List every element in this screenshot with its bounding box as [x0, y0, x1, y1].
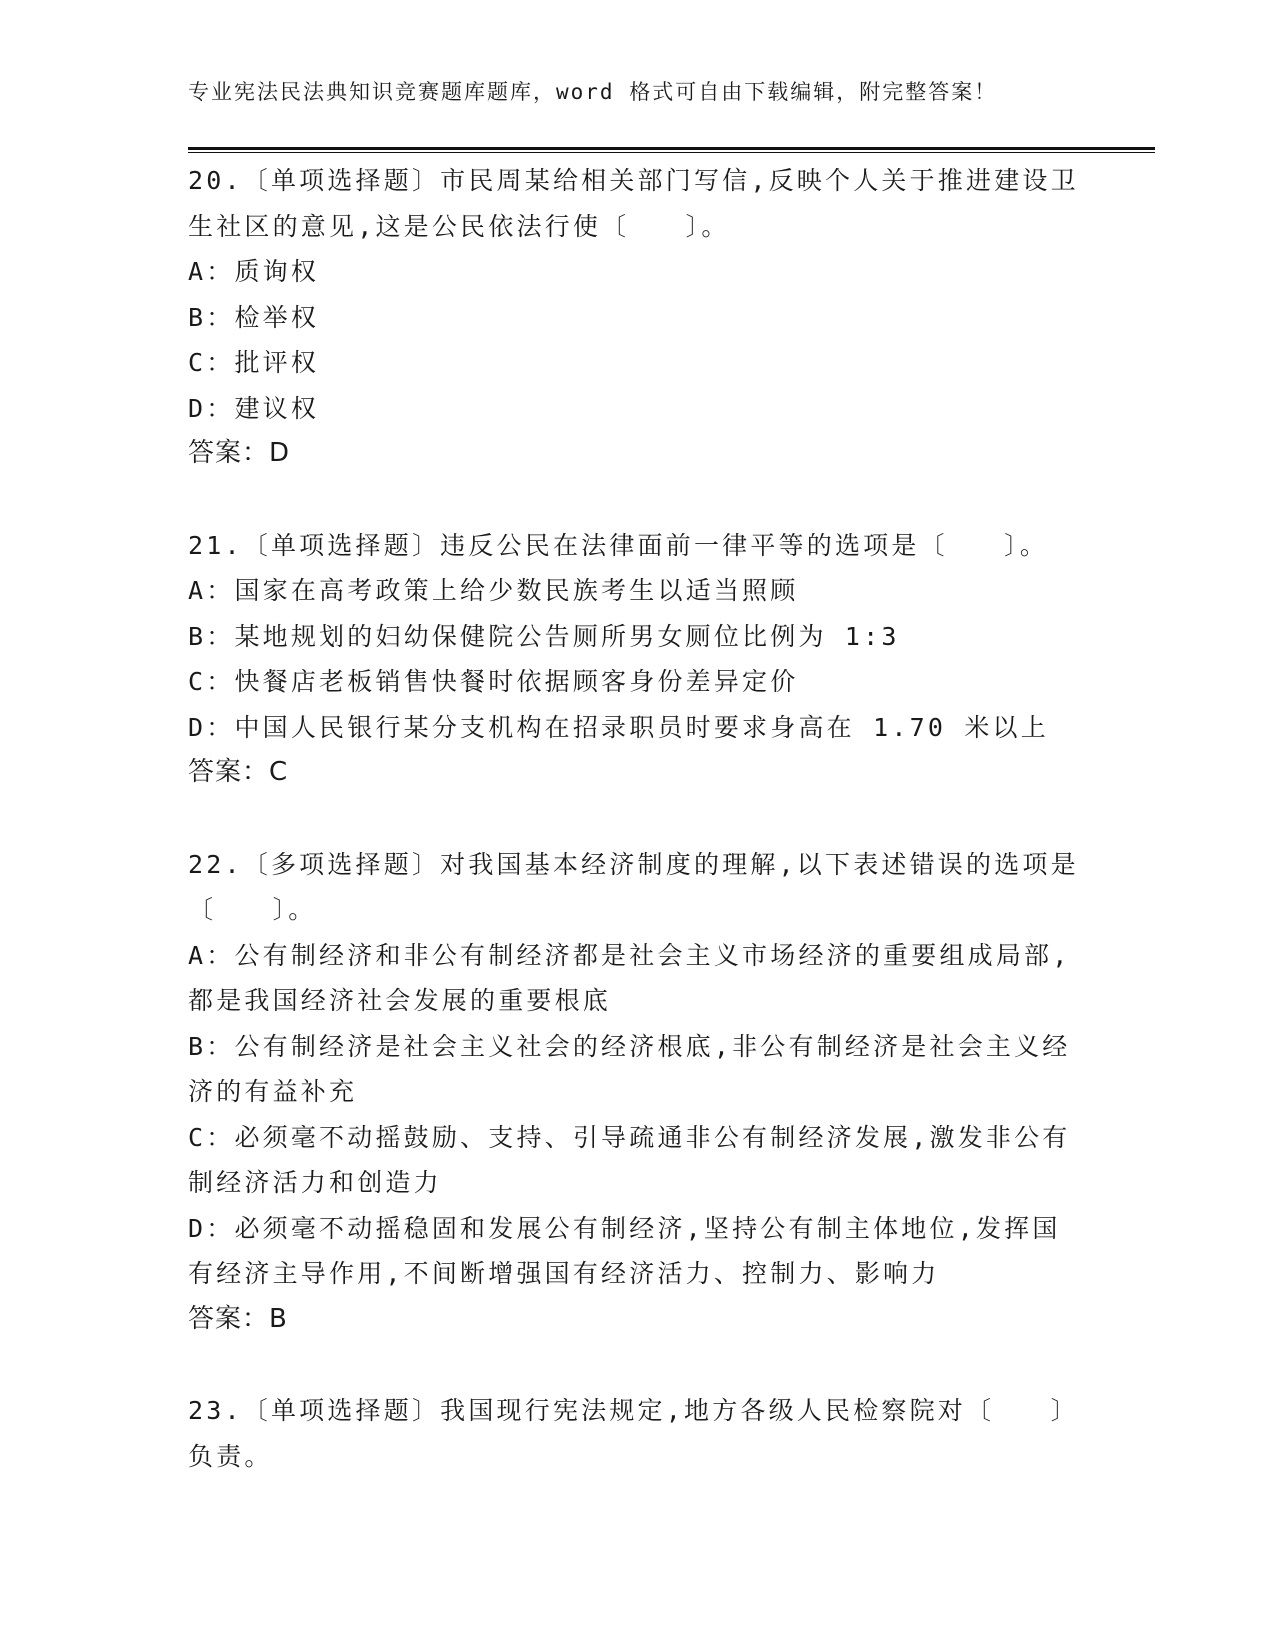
option-a: A：公有制经济和非公有制经济都是社会主义市场经济的重要组成局部,都是我国经济社会发展的重要根底: [188, 940, 1071, 1015]
page-header: 专业宪法民法典知识竞赛题库题库，word 格式可自由下载编辑，附完整答案！: [188, 80, 998, 104]
option-b: B：某地规划的妇幼保健院公告厕所男女厕位比例为 1:3: [188, 621, 900, 651]
question-22: [188, 842, 1088, 1343]
answer: 答案：D: [188, 438, 291, 468]
option-d: D：中国人民银行某分支机构在招录职员时要求身高在 1.70 米以上: [188, 712, 1049, 742]
answer: 答案：C: [188, 757, 289, 787]
question-list: [188, 158, 1088, 1479]
question-23: [188, 1388, 1088, 1479]
option-c: C：快餐店老板销售快餐时依据顾客身份差异定价: [188, 667, 799, 696]
answer: 答案：B: [188, 1303, 288, 1334]
option-d: D：建议权: [188, 393, 320, 423]
question-stem: 22.〔多项选择题〕对我国基本经济制度的理解,以下表述错误的选项是〔 〕。: [188, 849, 1079, 924]
option-d: D：必须毫不动摇稳固和发展公有制经济,坚持公有制主体地位,发挥国有经济主导作用,不间断增强国有经济活力、控制力、影响力: [188, 1213, 1061, 1288]
question-21: [188, 523, 1088, 796]
question-stem: 20.〔单项选择题〕市民周某给相关部门写信,反映个人关于推进建设卫生社区的意见,这是公民依法行使〔 〕。: [188, 166, 1079, 241]
option-a: A：国家在高考政策上给少数民族考生以适当照顾: [188, 576, 799, 605]
option-b: B：检举权: [188, 302, 320, 332]
option-b: B：公有制经济是社会主义社会的经济根底,非公有制经济是社会主义经济的有益补充: [188, 1031, 1071, 1106]
option-a: A：质询权: [188, 257, 320, 286]
question-stem: 21.〔单项选择题〕违反公民在法律面前一律平等的选项是〔 〕。: [188, 530, 1049, 560]
question-20: [188, 158, 1088, 477]
header-divider: [188, 147, 1155, 153]
question-stem: 23.〔单项选择题〕我国现行宪法规定,地方各级人民检察院对〔 〕负责。: [188, 1396, 1079, 1471]
option-c: C：必须毫不动摇鼓励、支持、引导疏通非公有制经济发展,激发非公有制经济活力和创造力: [188, 1122, 1071, 1197]
option-c: C：批评权: [188, 348, 320, 377]
